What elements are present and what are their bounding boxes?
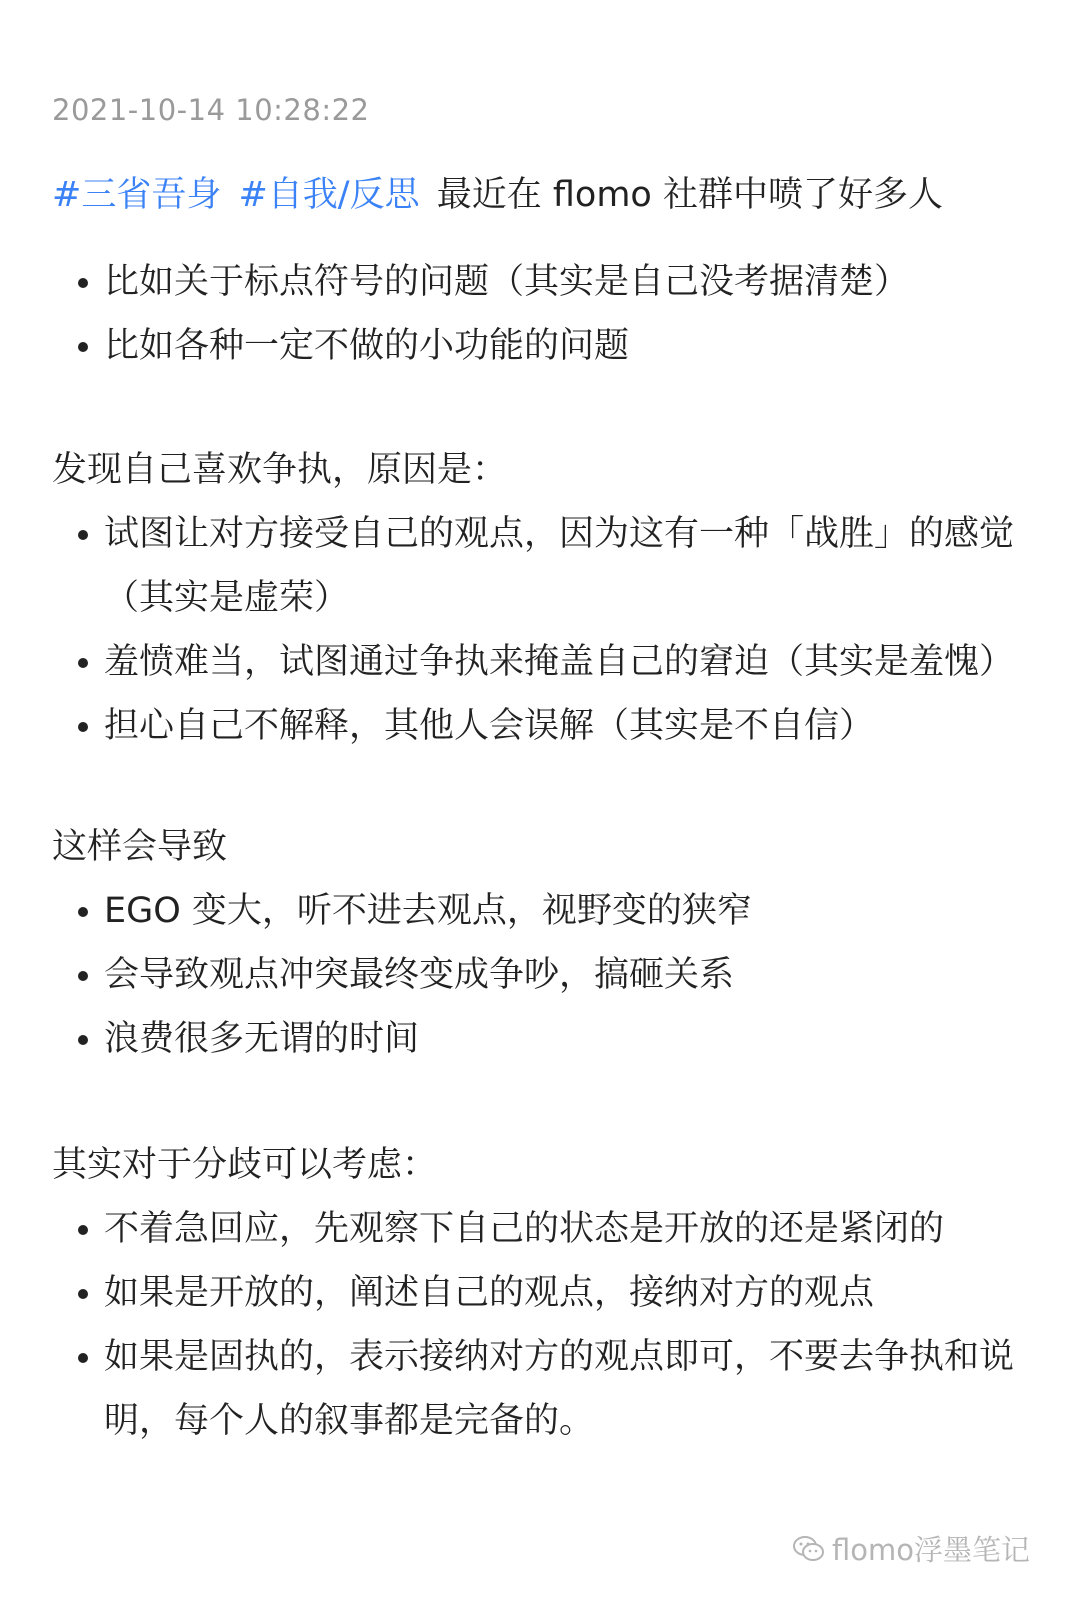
section-title: 其实对于分歧可以考虑： — [52, 1145, 438, 1185]
bullet-icon — [78, 1353, 88, 1363]
bullet-icon — [78, 1035, 88, 1045]
list-item-text: 不着急回应，先观察下自己的状态是开放的还是紧闭的 — [104, 1209, 945, 1249]
bullet-icon — [78, 722, 88, 732]
bullet-icon — [78, 278, 88, 288]
advice-list — [52, 1197, 1032, 1453]
list-item-text: 担心自己不解释，其他人会误解（其实是不自信） — [104, 706, 875, 746]
list-item-text: 如果是固执的，表示接纳对方的观点即可，不要去争执和说明，每个人的叙事都是完备的。 — [104, 1337, 1015, 1441]
bullet-icon — [78, 907, 88, 917]
bullet-icon — [78, 1225, 88, 1235]
list-item — [52, 1261, 1032, 1325]
list-item-text: 浪费很多无谓的时间 — [104, 1019, 420, 1059]
watermark-text: flomo浮墨笔记 — [831, 1533, 1030, 1567]
list-item — [52, 694, 1032, 758]
headline-text: 最近在 flomo 社群中喷了好多人 — [436, 175, 943, 215]
list-item — [52, 630, 1032, 694]
watermark — [792, 1528, 1030, 1569]
bullet-icon — [78, 1289, 88, 1299]
list-item — [52, 314, 1032, 378]
list-item-text: 比如关于标点符号的问题（其实是自己没考据清楚） — [104, 262, 910, 302]
list-item — [52, 943, 1032, 1007]
bullet-icon — [78, 530, 88, 540]
list-item-text: 会导致观点冲突最终变成争吵，搞砸关系 — [104, 955, 735, 995]
list-item-text: 羞愤难当，试图通过争执来掩盖自己的窘迫（其实是羞愧） — [104, 642, 1015, 682]
memo-headline — [52, 162, 1032, 228]
list-item-text: 如果是开放的，阐述自己的观点，接纳对方的观点 — [104, 1273, 875, 1313]
tag-link[interactable]: #三省吾身 — [52, 175, 222, 215]
bullet-icon — [78, 342, 88, 352]
tag-link[interactable]: #自我/反思 — [238, 175, 420, 215]
section-title: 这样会导致 — [52, 827, 228, 867]
list-item — [52, 502, 1032, 630]
section-title: 发现自己喜欢争执，原因是： — [52, 450, 508, 490]
memo-card — [52, 80, 1032, 1453]
memo-timestamp: 2021-10-14 10:28:22 — [52, 93, 370, 127]
list-item — [52, 1007, 1032, 1071]
reasons-list — [52, 502, 1032, 758]
bullet-icon — [78, 971, 88, 981]
list-item-text: 比如各种一定不做的小功能的问题 — [104, 326, 630, 366]
consequences-list — [52, 879, 1032, 1071]
list-item-text: 试图让对方接受自己的观点，因为这有一种「战胜」的感觉（其实是虚荣） — [104, 514, 1015, 618]
intro-list — [52, 250, 1032, 378]
list-item — [52, 1197, 1032, 1261]
list-item — [52, 1325, 1032, 1453]
wechat-icon — [792, 1532, 826, 1566]
list-item-text: EGO 变大，听不进去观点，视野变的狭窄 — [104, 891, 752, 931]
list-item — [52, 250, 1032, 314]
list-item — [52, 879, 1032, 943]
bullet-icon — [78, 658, 88, 668]
